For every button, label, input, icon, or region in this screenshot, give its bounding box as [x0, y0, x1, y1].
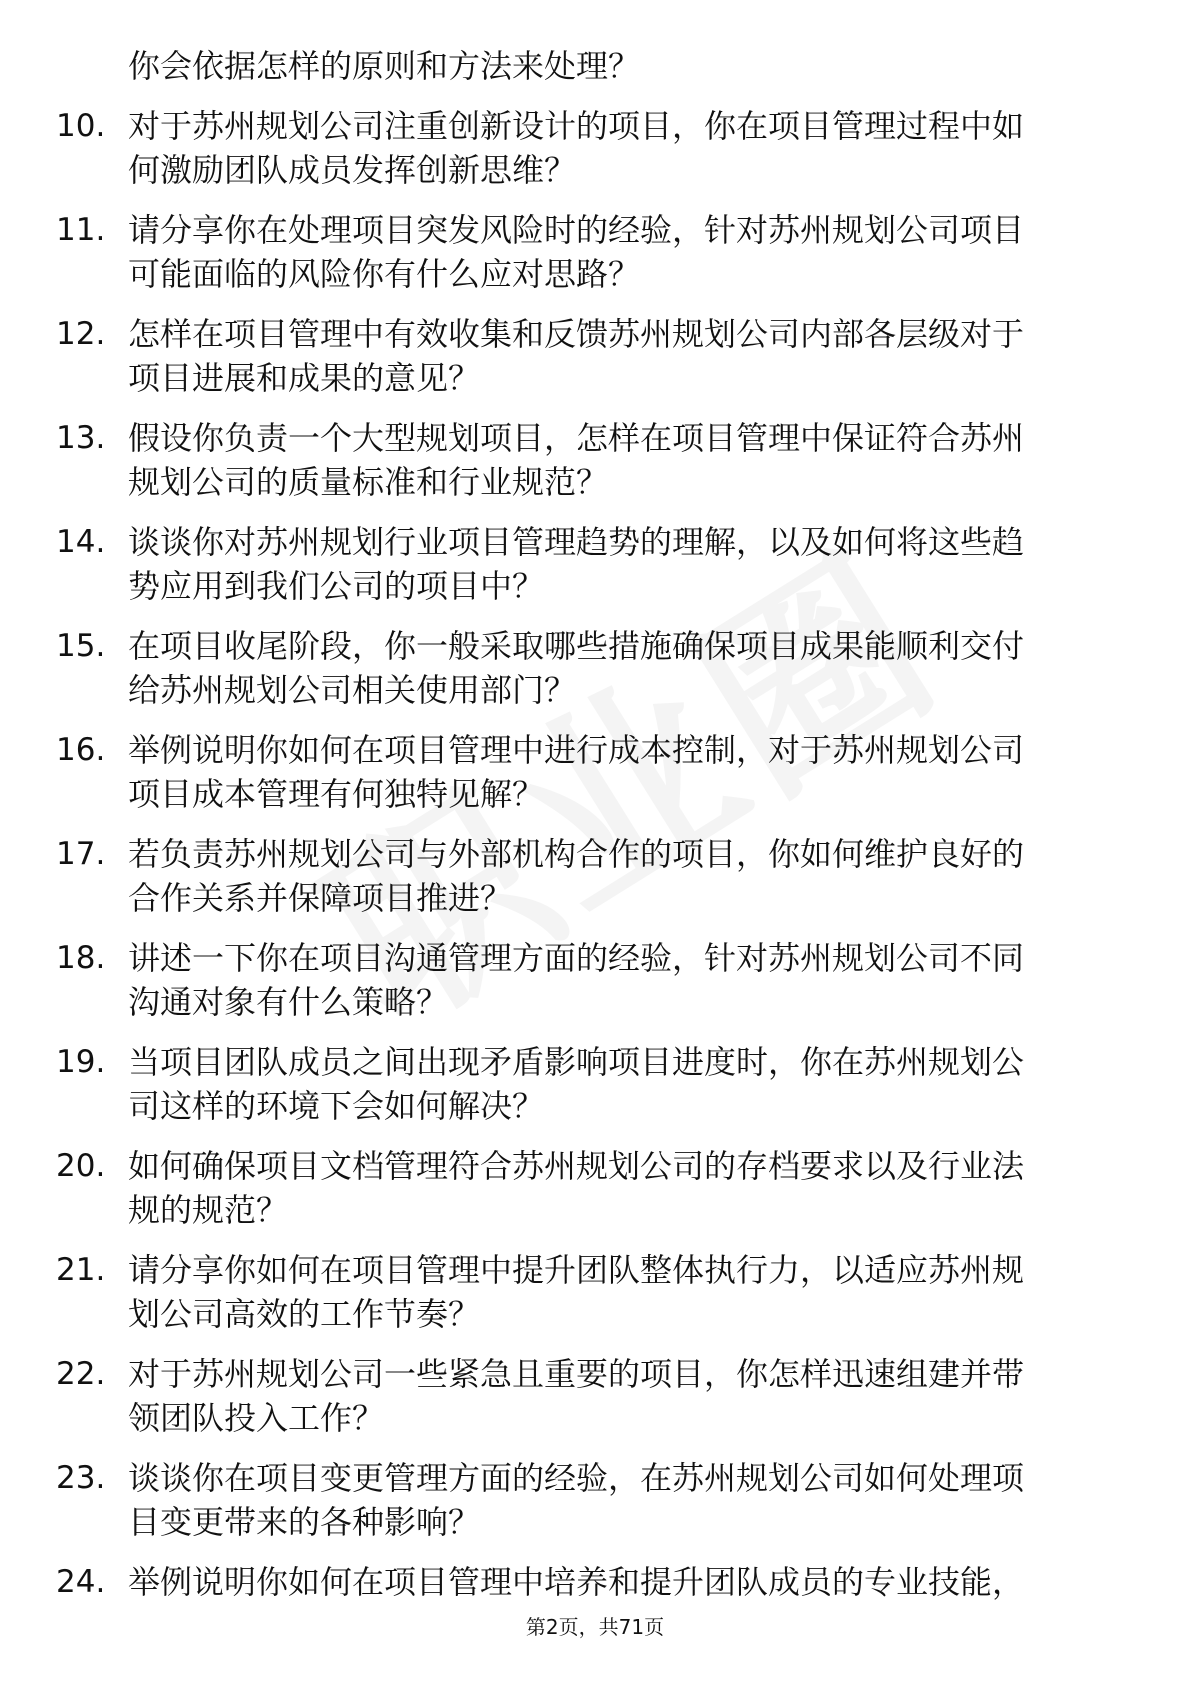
item-text-continued: 项目成本管理有何独特见解？ — [128, 775, 545, 813]
item-text-continued: 可能面临的风险你有什么应对思路？ — [128, 255, 641, 293]
continuation-line: 你会依据怎样的原则和方法来处理？ — [128, 47, 641, 85]
item-text: 假设你负责一个大型规划项目，怎样在项目管理中保证符合苏州 — [128, 419, 1025, 457]
item-number: 22. — [56, 1356, 106, 1392]
item-text: 对于苏州规划公司注重创新设计的项目，你在项目管理过程中如 — [128, 107, 1025, 145]
item-text-continued: 给苏州规划公司相关使用部门？ — [128, 671, 577, 709]
item-number: 21. — [56, 1252, 106, 1288]
item-text: 对于苏州规划公司一些紧急且重要的项目，你怎样迅速组建并带 — [128, 1355, 1025, 1393]
list-item — [0, 1456, 1190, 1544]
page-number-footer: 第2页，共71页 — [525, 1615, 665, 1639]
item-number: 24. — [56, 1564, 106, 1600]
list-item — [0, 1352, 1190, 1440]
item-number: 12. — [56, 316, 106, 352]
item-number: 13. — [56, 420, 106, 456]
list-item — [0, 728, 1190, 816]
item-number: 15. — [56, 628, 106, 664]
list-item — [0, 416, 1190, 504]
item-text-continued: 规的规范？ — [128, 1191, 289, 1229]
item-text: 如何确保项目文档管理符合苏州规划公司的存档要求以及行业法 — [128, 1147, 1025, 1185]
list-item — [0, 1560, 1190, 1604]
item-text-continued: 势应用到我们公司的项目中？ — [128, 567, 545, 605]
list-item — [0, 208, 1190, 296]
item-text: 怎样在项目管理中有效收集和反馈苏州规划公司内部各层级对于 — [128, 315, 1025, 353]
list-item — [0, 1040, 1190, 1128]
item-text: 举例说明你如何在项目管理中进行成本控制，对于苏州规划公司 — [128, 731, 1025, 769]
item-text: 当项目团队成员之间出现矛盾影响项目进度时，你在苏州规划公 — [128, 1043, 1025, 1081]
list-item — [0, 104, 1190, 192]
item-number: 17. — [56, 836, 106, 872]
item-text: 举例说明你如何在项目管理中培养和提升团队成员的专业技能， — [128, 1563, 1025, 1601]
list-item — [0, 520, 1190, 608]
item-text: 若负责苏州规划公司与外部机构合作的项目，你如何维护良好的 — [128, 835, 1025, 873]
item-text-continued: 沟通对象有什么策略？ — [128, 983, 449, 1021]
item-text-continued: 划公司高效的工作节奏？ — [128, 1295, 481, 1333]
item-text-continued: 合作关系并保障项目推进？ — [128, 879, 513, 917]
item-text-continued: 何激励团队成员发挥创新思维？ — [128, 151, 577, 189]
item-number: 20. — [56, 1148, 106, 1184]
item-text: 谈谈你对苏州规划行业项目管理趋势的理解，以及如何将这些趋 — [128, 523, 1025, 561]
item-number: 14. — [56, 524, 106, 560]
list-item — [0, 312, 1190, 400]
list-item — [0, 624, 1190, 712]
item-number: 10. — [56, 108, 106, 144]
item-text: 请分享你如何在项目管理中提升团队整体执行力，以适应苏州规 — [128, 1251, 1025, 1289]
item-text: 在项目收尾阶段，你一般采取哪些措施确保项目成果能顺利交付 — [128, 627, 1025, 665]
item-text: 请分享你在处理项目突发风险时的经验，针对苏州规划公司项目 — [128, 211, 1025, 249]
question-list — [0, 44, 1190, 1604]
item-number: 23. — [56, 1460, 106, 1496]
list-item — [0, 832, 1190, 920]
item-text-continued: 项目进展和成果的意见？ — [128, 359, 481, 397]
list-item — [0, 1144, 1190, 1232]
item-text-continued: 领团队投入工作？ — [128, 1399, 385, 1437]
item-number: 19. — [56, 1044, 106, 1080]
item-number: 16. — [56, 732, 106, 768]
item-text-continued: 司这样的环境下会如何解决？ — [128, 1087, 545, 1125]
item-text-continued: 规划公司的质量标准和行业规范？ — [128, 463, 609, 501]
item-text: 谈谈你在项目变更管理方面的经验，在苏州规划公司如何处理项 — [128, 1459, 1025, 1497]
list-item — [0, 1248, 1190, 1336]
item-number: 18. — [56, 940, 106, 976]
item-text-continued: 目变更带来的各种影响？ — [128, 1503, 481, 1541]
list-item — [0, 936, 1190, 1024]
item-number: 11. — [56, 212, 106, 248]
item-text: 讲述一下你在项目沟通管理方面的经验，针对苏州规划公司不同 — [128, 939, 1025, 977]
